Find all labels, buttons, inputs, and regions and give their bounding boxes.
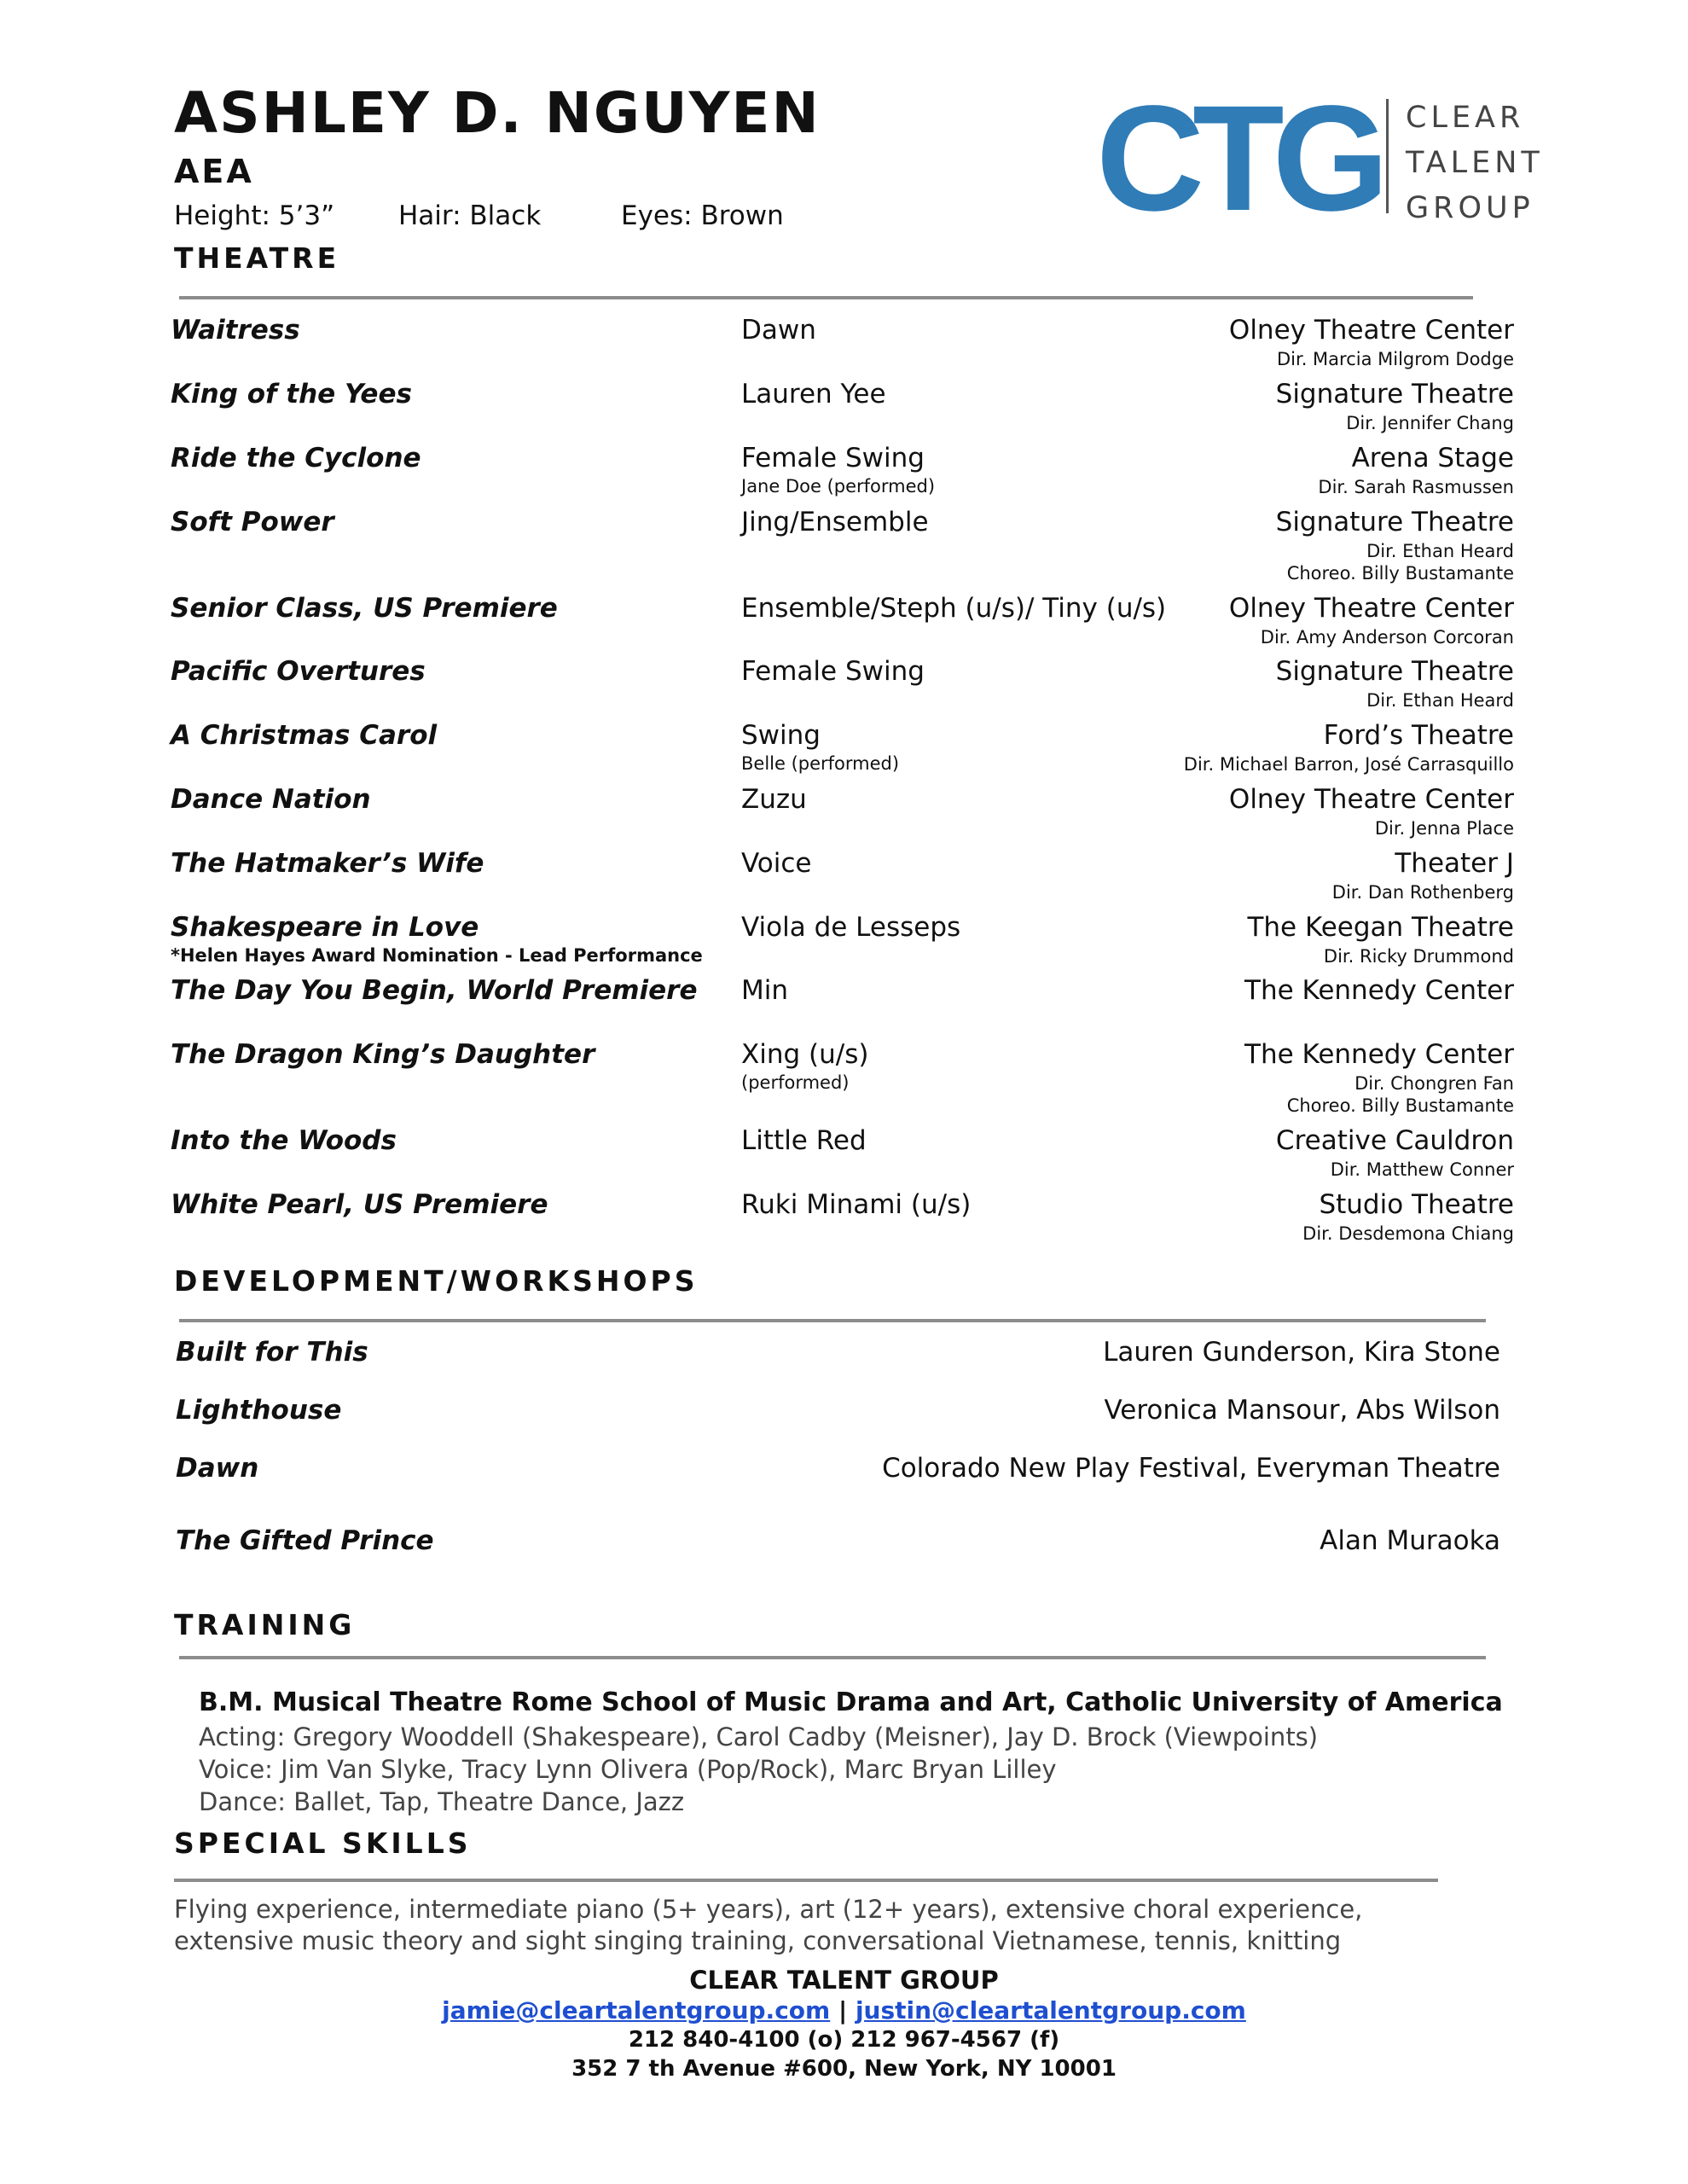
workshop-title: Built for This: [176, 1337, 368, 1368]
credit-venue: Creative Cauldron: [1275, 1125, 1514, 1156]
credit-title: Dance Nation: [171, 784, 371, 815]
credit-director: Dir. Amy Anderson Corcoran: [1260, 627, 1514, 648]
credit-title: Waitress: [171, 315, 300, 346]
credit-venue: Olney Theatre Center: [1228, 315, 1514, 346]
workshop-credit: Alan Muraoka: [1320, 1525, 1500, 1556]
credit-director: Dir. Sarah Rasmussen: [1318, 477, 1514, 497]
ctg-logo-letters: CTG: [1096, 94, 1378, 222]
credit-director: Choreo. Billy Bustamante: [1286, 563, 1514, 584]
section-heading-skills: SPECIAL SKILLS: [174, 1827, 472, 1860]
training-degree: B.M. Musical Theatre Rome School of Music Drama and Art, Catholic University of America: [199, 1687, 1503, 1717]
credit-title: Soft Power: [171, 507, 334, 537]
credit-venue: The Kennedy Center: [1244, 975, 1514, 1006]
training-voice: Voice: Jim Van Slyke, Tracy Lynn Olivera (Pop/Rock), Marc Bryan Lilley: [199, 1755, 1057, 1784]
logo-word-group: GROUP: [1406, 191, 1534, 225]
workshop-title: The Gifted Prince: [176, 1525, 434, 1556]
credit-role: Min: [741, 975, 789, 1006]
credit-venue: Ford’s Theatre: [1323, 720, 1514, 751]
credit-venue: Signature Theatre: [1275, 656, 1514, 687]
workshop-credit: Lauren Gunderson, Kira Stone: [1103, 1337, 1500, 1368]
eyes-stat: Eyes: Brown: [621, 200, 784, 231]
section-heading-theatre: THEATRE: [174, 241, 340, 275]
credit-director: Dir. Ethan Heard: [1366, 690, 1514, 711]
section-heading-development: DEVELOPMENT/WORKSHOPS: [174, 1264, 699, 1298]
credit-role-note: Jane Doe (performed): [741, 476, 936, 497]
training-dance: Dance: Ballet, Tap, Theatre Dance, Jazz: [199, 1787, 685, 1816]
credit-director: Dir. Matthew Conner: [1330, 1159, 1514, 1180]
ctg-logo-mark: [1096, 94, 1395, 222]
credit-venue: Theater J: [1395, 848, 1514, 879]
credit-title: The Hatmaker’s Wife: [171, 848, 484, 879]
credit-role: Voice: [741, 848, 812, 879]
credit-title: White Pearl, US Premiere: [171, 1189, 548, 1220]
height-stat: Height: 5’3”: [174, 200, 335, 231]
credit-title: The Dragon King’s Daughter: [171, 1039, 595, 1070]
credit-director: Dir. Jenna Place: [1374, 818, 1514, 839]
credit-role: Female Swing: [741, 443, 925, 473]
workshop-title: Dawn: [176, 1453, 259, 1484]
logo-wordmark: [1406, 96, 1544, 231]
credit-director: Dir. Chongren Fan: [1354, 1073, 1514, 1094]
credit-role: Zuzu: [741, 784, 807, 815]
logo-word-talent: TALENT: [1406, 146, 1544, 180]
credit-title: King of the Yees: [171, 379, 412, 410]
credit-title: Ride the Cyclone: [171, 443, 421, 473]
credit-venue: The Kennedy Center: [1244, 1039, 1514, 1070]
credit-title: Pacific Overtures: [171, 656, 426, 687]
credit-title-note: *Helen Hayes Award Nomination - Lead Performance: [171, 945, 703, 966]
credit-title: Shakespeare in Love: [171, 912, 479, 943]
credit-venue: Signature Theatre: [1275, 507, 1514, 537]
hair-stat: Hair: Black: [398, 200, 542, 231]
special-skills-text: Flying experience, intermediate piano (5+ years), art (12+ years), extensive choral experience, extensive music theory and sight singing training, conversational Vietnamese, tennis, knitting: [174, 1895, 1363, 1956]
section-rule: [179, 1319, 1486, 1322]
credit-director: Dir. Michael Barron, José Carrasquillo: [1183, 754, 1514, 775]
logo-divider: [1386, 99, 1389, 213]
credit-role: Viola de Lesseps: [741, 912, 961, 943]
credit-title: A Christmas Carol: [171, 720, 438, 751]
training-acting: Acting: Gregory Wooddell (Shakespeare), Carol Cadby (Meisner), Jay D. Brock (Viewpoints): [199, 1722, 1319, 1751]
footer-email-jamie[interactable]: jamie@cleartalentgroup.com: [442, 1996, 831, 2024]
credit-role: Little Red: [741, 1125, 867, 1156]
credit-director: Dir. Dan Rothenberg: [1331, 882, 1514, 903]
credit-director: Dir. Desdemona Chiang: [1302, 1223, 1514, 1244]
credit-title: The Day You Begin, World Premiere: [171, 975, 698, 1006]
credit-title: Senior Class, US Premiere: [171, 593, 558, 624]
credit-role: Female Swing: [741, 656, 925, 687]
logo-word-clear: CLEAR: [1406, 101, 1525, 135]
section-rule: [179, 296, 1473, 299]
footer-email-separator: |: [838, 1996, 848, 2024]
credit-role-note: Belle (performed): [741, 753, 900, 774]
credit-director: Dir. Jennifer Chang: [1346, 413, 1514, 433]
credit-director: Dir. Ethan Heard: [1366, 541, 1514, 561]
credit-director: Choreo. Billy Bustamante: [1286, 1095, 1514, 1116]
section-heading-training: TRAINING: [174, 1608, 356, 1641]
section-rule: [174, 1879, 1438, 1882]
workshop-title: Lighthouse: [176, 1395, 342, 1426]
credit-venue: Olney Theatre Center: [1228, 784, 1514, 815]
credit-role: Xing (u/s): [741, 1039, 869, 1070]
credit-venue: The Keegan Theatre: [1247, 912, 1514, 943]
credit-venue: Signature Theatre: [1275, 379, 1514, 410]
credit-director: Dir. Marcia Milgrom Dodge: [1276, 349, 1514, 369]
credit-role: Swing: [741, 720, 821, 751]
workshop-credit: Veronica Mansour, Abs Wilson: [1104, 1395, 1500, 1426]
footer-phones: 212 840-4100 (o) 212 967-4567 (f): [628, 2027, 1060, 2053]
credit-role: Lauren Yee: [741, 379, 886, 410]
credit-title: Into the Woods: [171, 1125, 397, 1156]
credit-role-note: (performed): [741, 1072, 850, 1093]
credit-role: Dawn: [741, 315, 816, 346]
ctg-logo: [1096, 94, 1395, 225]
credit-venue: Arena Stage: [1351, 443, 1514, 473]
credit-role: Ensemble/Steph (u/s)/ Tiny (u/s): [741, 593, 1167, 624]
actor-name: ASHLEY D. NGUYEN: [174, 80, 821, 146]
footer-address: 352 7 th Avenue #600, New York, NY 10001: [571, 2056, 1117, 2082]
footer-emails: [0, 1996, 1688, 2024]
section-rule: [179, 1656, 1486, 1659]
credit-venue: Olney Theatre Center: [1228, 593, 1514, 624]
workshop-credit: Colorado New Play Festival, Everyman Theatre: [882, 1453, 1500, 1484]
credit-role: Jing/Ensemble: [741, 507, 929, 537]
credit-venue: Studio Theatre: [1319, 1189, 1514, 1220]
credit-role: Ruki Minami (u/s): [741, 1189, 972, 1220]
union-affiliation: AEA: [174, 153, 254, 190]
footer-agency: CLEAR TALENT GROUP: [689, 1966, 999, 1995]
footer-email-justin[interactable]: justin@cleartalentgroup.com: [855, 1996, 1246, 2024]
credit-director: Dir. Ricky Drummond: [1323, 946, 1514, 967]
